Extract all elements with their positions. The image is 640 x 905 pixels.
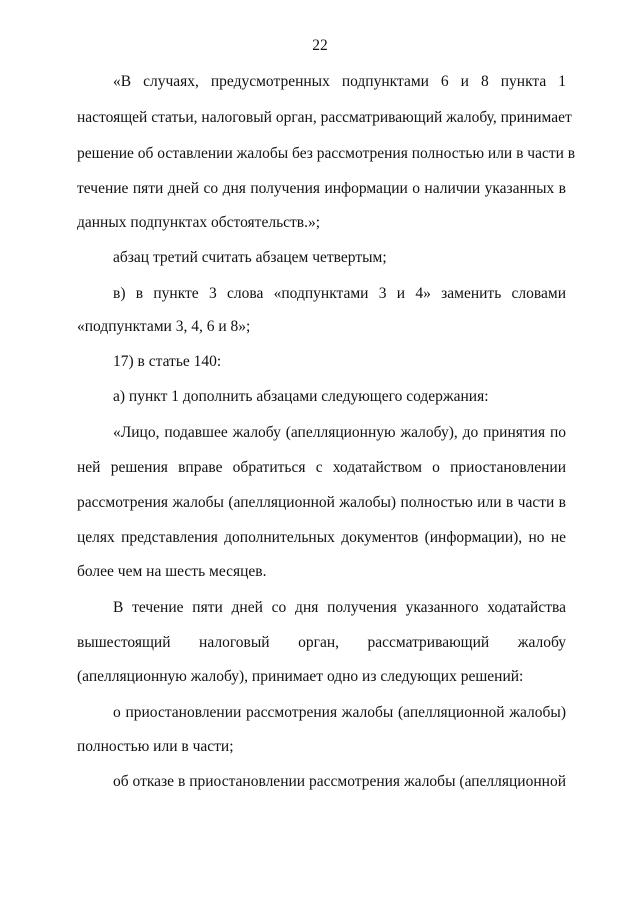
paragraph-line: 17) в статье 140: (113, 353, 222, 370)
paragraph-line: в) в пункте 3 слова «подпунктами 3 и 4» заменить словами (113, 285, 566, 302)
paragraph-line: полностью или в части; (77, 738, 234, 755)
page-number: 22 (312, 37, 328, 54)
paragraph-line: целях представления дополнительных документов (информации), но не (77, 529, 566, 546)
paragraph-line: «подпунктами 3, 4, 6 и 8»; (77, 318, 251, 335)
paragraph-line: В течение пяти дней со дня получения указанного ходатайства (113, 599, 566, 616)
paragraph-line: данных подпунктах обстоятельств.»; (77, 214, 321, 231)
paragraph-line: вышестоящий налоговый орган, рассматривающий жалобу (77, 634, 566, 651)
paragraph-line: об отказе в приостановлении рассмотрения жалобы (апелляционной (113, 773, 566, 790)
paragraph-line: ней решения вправе обратиться с ходатайством о приостановлении (77, 459, 566, 476)
paragraph-line: абзац третий считать абзацем четвертым; (113, 249, 387, 266)
paragraph-line: рассмотрения жалобы (апелляционной жалобы) полностью или в части в (77, 494, 566, 511)
paragraph-line: (апелляционную жалобу), принимает одно из следующих решений: (77, 668, 524, 685)
paragraph-line: более чем на шесть месяцев. (77, 563, 267, 580)
paragraph-line: «В случаях, предусмотренных подпунктами 6 и 8 пункта 1 (113, 73, 566, 90)
paragraph-line: «Лицо, подавшее жалобу (апелляционную жалобу), до принятия по (113, 424, 566, 441)
paragraph-line: о приостановлении рассмотрения жалобы (апелляционной жалобы) (113, 704, 566, 721)
paragraph-line: течение пяти дней со дня получения информации о наличии указанных в (77, 180, 566, 197)
paragraph-line: решение об оставлении жалобы без рассмотрения полностью или в части в (77, 145, 576, 162)
paragraph-line: настоящей статьи, налоговый орган, рассматривающий жалобу, принимает (77, 109, 572, 126)
paragraph-line: а) пункт 1 дополнить абзацами следующего содержания: (113, 388, 489, 405)
